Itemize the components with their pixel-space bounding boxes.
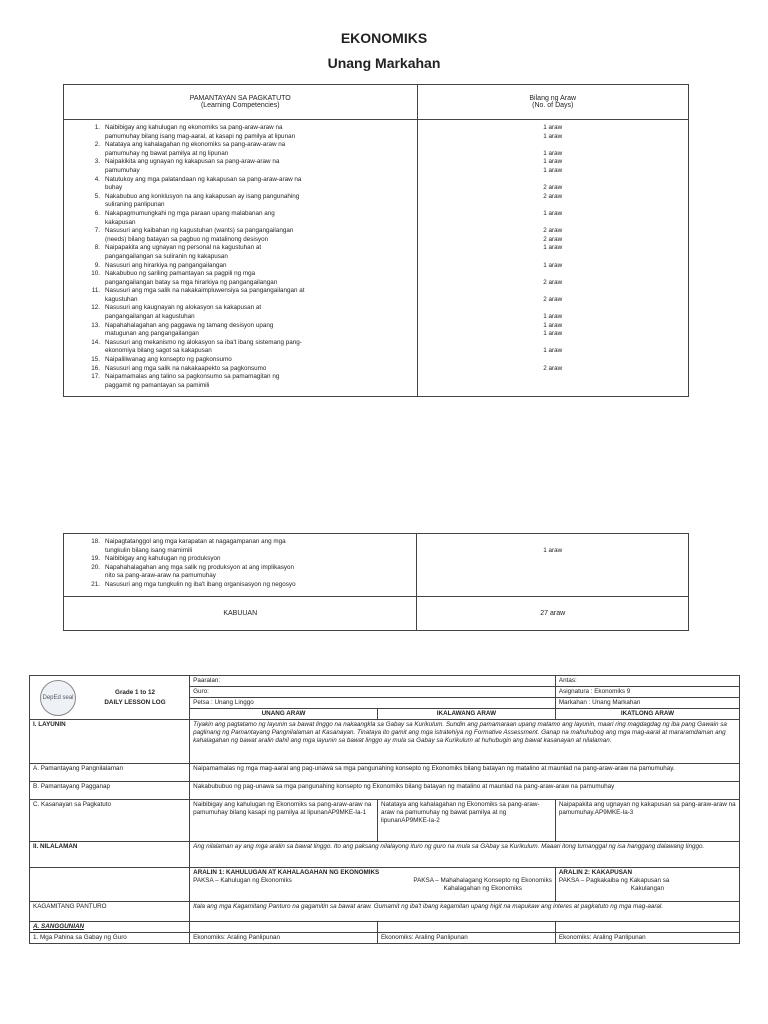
nilalaman-text: Ang nilalaman ay ang mga aralin sa bawat linggo. Ito ang paksang nilalayong ituro ng guro na mula sa GAbay sa Kurikulum. Maaari itong tumanggal ng isa hanggang dalawang linggo. bbox=[190, 842, 740, 868]
competency-text bbox=[105, 356, 413, 365]
competency-number: 5. bbox=[94, 192, 100, 200]
days-value: 1 araw bbox=[543, 132, 563, 140]
competency-item bbox=[70, 176, 413, 193]
competency-number: 14. bbox=[91, 338, 100, 346]
aralin-2-title: ARALIN 2: KAKAPUSAN bbox=[558, 869, 632, 876]
competency-item bbox=[70, 210, 413, 227]
paksa-3-line2: Kakulangan bbox=[630, 885, 665, 892]
competency-number: 8. bbox=[94, 244, 100, 252]
pamantayang-pagganap-label: B. Pamantayang Pagganap bbox=[30, 782, 190, 800]
competency-line: kakapusan bbox=[105, 218, 136, 226]
competency-number: 13. bbox=[91, 321, 100, 329]
pahina-day1: Ekonomiks: Araling Panlipunan bbox=[190, 933, 378, 944]
kasanayan-day2: Natataya ang kahalagahan ng Ekonomiks sa pang-araw-araw na pamumuhay ng bawat pamilya at ng lipunanAP9MKE-Ia-2 bbox=[377, 800, 555, 842]
competency-line: Nasusuri ang mga tungkulin ng iba't ibang organisasyon ng negosyo bbox=[105, 580, 296, 588]
competency-item bbox=[70, 356, 413, 365]
days-value: 1 araw bbox=[543, 244, 563, 252]
deped-seal-icon bbox=[40, 680, 76, 716]
days-value: 2 araw bbox=[543, 295, 563, 303]
competency-text bbox=[105, 555, 412, 564]
competency-item bbox=[70, 124, 413, 141]
competency-number: 3. bbox=[94, 158, 100, 166]
competency-line: pangangailangan sa suliranin ng kakapusan bbox=[105, 252, 228, 260]
sanggunian-day1 bbox=[190, 922, 378, 933]
days-value: 2 araw bbox=[543, 235, 563, 243]
competency-line: Naipakikita ang ugnayan ng kakapusan sa pang-araw-araw na bbox=[105, 158, 280, 166]
days-value: 1 araw bbox=[543, 261, 563, 269]
days-value: 1 araw bbox=[543, 124, 563, 131]
kagamitan-label: KAGAMITANG PANTURO bbox=[30, 902, 190, 922]
days-value: 1 araw bbox=[543, 209, 563, 217]
competency-number: 10. bbox=[91, 270, 100, 278]
competency-item bbox=[70, 555, 412, 564]
days-value bbox=[418, 219, 689, 228]
kasanayan-day1: Naibibigay ang kahulugan ng Ekonomiks sa pang-araw-araw na pamumuhay bilang kasapi ng pamilya at lipunanAP9MKE-Ia-1 bbox=[190, 800, 378, 842]
competency-item bbox=[70, 373, 413, 390]
days-value bbox=[418, 253, 689, 262]
competency-text bbox=[105, 304, 413, 321]
competency-line: Nasusuri ang hirarkiya ng pangangailangan bbox=[105, 261, 227, 269]
petsa-field: Petsa : Unang Linggo bbox=[190, 698, 556, 709]
total-label: KABUUAN bbox=[64, 596, 417, 630]
competency-text bbox=[105, 564, 412, 581]
days-value bbox=[418, 270, 689, 279]
competency-text bbox=[105, 244, 413, 261]
days-value: 1 araw bbox=[543, 158, 563, 166]
paksa-1: PAKSA – Kahulugan ng Ekonomiks bbox=[193, 877, 292, 884]
competency-number: 6. bbox=[94, 209, 100, 217]
competency-number: 20. bbox=[91, 563, 100, 571]
competency-line: Naibibigay ang kahulugan ng produksyon bbox=[105, 555, 221, 563]
competency-line: (needs) bilang batayan sa pagbuo ng matalinong desisyon bbox=[105, 235, 269, 243]
paaralan-field: Paaralan: bbox=[190, 676, 556, 687]
pamantayang-pagganap-text: Nakabububuo ng pag-unawa sa mga pangunahing konsepto ng Ekonomiks bilang batayan ng matalino at maunlad na pang-araw-araw na pamumuhay bbox=[190, 782, 740, 800]
competency-line: Nakapagmumungkahi ng mga paraan upang malabanan ang bbox=[105, 209, 275, 217]
aralin-2-cell bbox=[555, 868, 739, 902]
competency-number: 18. bbox=[91, 538, 100, 545]
competency-line: Napahahalagahan ang mga salik ng produksyon at ang implikasyon bbox=[105, 563, 295, 571]
grade-label: Grade 1 to 12 bbox=[115, 689, 155, 696]
competency-line: Naipapakita ang ugnayan ng personal na kagustuhan at bbox=[105, 244, 262, 252]
competency-line: nito sa pang-araw-araw na pamumuhay bbox=[105, 572, 216, 580]
competency-line: Nasusuri ang kaugnayan ng alokasyon sa kakapusan at bbox=[105, 304, 262, 312]
competency-number: 12. bbox=[91, 304, 100, 312]
competency-line: Nasusuri ang kaibahan ng kagustuhan (wants) sa pangangailangan bbox=[105, 227, 294, 235]
paksa-3: PAKSA – Pagkakaiba ng Kakapusan sa bbox=[558, 877, 670, 884]
days-value bbox=[418, 339, 689, 348]
total-value: 27 araw bbox=[417, 596, 689, 630]
days-value: 1 araw bbox=[543, 546, 563, 554]
competency-item bbox=[70, 270, 413, 287]
days-value bbox=[418, 141, 689, 150]
competency-number: 17. bbox=[91, 373, 100, 381]
competency-text bbox=[105, 176, 413, 193]
competency-text bbox=[105, 373, 413, 390]
days-list bbox=[418, 120, 689, 388]
competency-item bbox=[70, 287, 413, 304]
competency-number: 16. bbox=[91, 364, 100, 372]
competency-text bbox=[105, 270, 413, 287]
competency-text bbox=[105, 193, 413, 210]
day1-header: UNANG ARAW bbox=[190, 709, 378, 720]
days-value: 1 araw bbox=[543, 347, 563, 355]
aralin-1-title: ARALIN 1: KAHULUGAN AT KAHALAGAHAN NG EKONOMIKS bbox=[193, 869, 380, 876]
layunin-text: Tiyakin ang pagtatamo ng layunin sa bawat linggo na nakaangkla sa Gabay sa Kurikulum. Sundin ang pamamaraan upang matamo ang layunin, maari ring magdagdag ng iba pang Gawain sa paglinang ng Pamantayang Pangnilalaman at Kasanayan. Tinataya ito gamit ang mga istratehiya ng Formative Assessment. Ganap na mahuhubog ang mga mag-aaral at mararamdaman ang kahalagahan ng bawat aralin dahil ang mga layunin sa bawat linggo ay mula sa Gabay sa Kurikulum at huhubugin ang bawat kasanayan at nilalaman. bbox=[190, 720, 740, 764]
competency-list bbox=[64, 120, 417, 396]
kasanayan-day3: Naipapakita ang ugnayan ng kakapusan sa pang-araw-araw na pamumuhay.AP9MKE-Ia-3 bbox=[555, 800, 739, 842]
days-value: 1 araw bbox=[543, 330, 563, 338]
competency-line: tungkulin bilang isang mamimili bbox=[105, 546, 193, 554]
pahina-day3: Ekonomiks: Araling Panlipunan bbox=[555, 933, 739, 944]
competency-line: pangangailangan batay sa mga hirarkiya ng pangangailangan bbox=[105, 278, 278, 286]
competency-line: Natutukoy ang mga palatandaan ng kakapusan sa pang-araw-araw na bbox=[105, 175, 302, 183]
competency-line: ekonomiya bilang sagot sa kakapusan bbox=[105, 347, 212, 355]
days-value bbox=[418, 201, 689, 210]
competency-item bbox=[70, 564, 412, 581]
sanggunian-day3 bbox=[555, 922, 739, 933]
log-title: DAILY LESSON LOG bbox=[104, 699, 166, 706]
col1-subheader: (Learning Competencies) bbox=[200, 102, 280, 109]
days-value: 2 araw bbox=[543, 184, 563, 192]
document-title: EKONOMIKS bbox=[340, 30, 428, 46]
days-list bbox=[417, 534, 688, 561]
competency-number: 21. bbox=[91, 580, 100, 588]
competency-text bbox=[105, 365, 413, 374]
day2-header: IKALAWANG ARAW bbox=[377, 709, 555, 720]
days-value bbox=[418, 176, 689, 185]
log-header-title bbox=[90, 688, 180, 708]
competency-item bbox=[70, 262, 413, 271]
competency-text bbox=[105, 158, 413, 175]
col2-subheader: (No. of Days) bbox=[532, 102, 574, 109]
nilalaman-label: II. NILALAMAN bbox=[30, 842, 190, 868]
paksa-2-line2: Kahalagahan ng Ekonomiks bbox=[443, 885, 522, 892]
competency-text bbox=[105, 538, 412, 555]
competency-line: Nasusuri ang mekanismo ng alokasyon sa iba't ibang sistemang pang- bbox=[105, 338, 302, 346]
competency-line: matugunan ang pangangailangan bbox=[105, 330, 199, 338]
competency-number: 2. bbox=[94, 141, 100, 149]
days-value bbox=[417, 538, 688, 547]
days-value: 2 araw bbox=[543, 364, 563, 372]
competency-text bbox=[105, 287, 413, 304]
competency-text bbox=[105, 124, 413, 141]
competency-text bbox=[105, 339, 413, 356]
competency-number: 15. bbox=[91, 356, 100, 364]
aralin-empty-cell bbox=[30, 868, 190, 902]
competency-text bbox=[105, 141, 413, 158]
competency-line: pamumuhay ng bawat pamilya at ng lipunan bbox=[105, 149, 229, 157]
competency-item bbox=[70, 322, 413, 339]
competency-text bbox=[105, 262, 413, 271]
day3-header: IKATLONG ARAW bbox=[555, 709, 739, 720]
competency-text bbox=[105, 322, 413, 339]
pamantayang-pangnilalaman-text: Naipamamalas ng mga mag-aaral ang pag-unawa sa mga pangunahing konsepto ng Ekonomiks bilang batayan ng matalino at maunlad na pang-araw-araw na pamumuhay. bbox=[190, 764, 740, 782]
days-value: 2 araw bbox=[543, 192, 563, 200]
competency-number: 9. bbox=[94, 261, 100, 269]
days-value bbox=[418, 356, 689, 365]
competency-number: 11. bbox=[91, 287, 100, 295]
days-value: 1 araw bbox=[543, 321, 563, 329]
competency-number: 1. bbox=[94, 124, 100, 131]
days-value bbox=[418, 287, 689, 296]
days-value bbox=[418, 373, 689, 382]
competency-line: Naipagtatanggol ang mga karapatan at nagagampanan ang mga bbox=[105, 538, 286, 545]
competency-line: pamumuhay bilang isang mag-aaral, at kasapi ng pamilya at lipunan bbox=[105, 132, 296, 140]
competency-number: 7. bbox=[94, 227, 100, 235]
competencies-table bbox=[63, 84, 689, 397]
competency-line: kagustuhan bbox=[105, 295, 138, 303]
daily-lesson-log bbox=[29, 675, 740, 944]
competency-item bbox=[70, 365, 413, 374]
competency-item bbox=[70, 193, 413, 210]
competency-line: pangangailangan at kagustuhan bbox=[105, 313, 195, 321]
competency-number: 4. bbox=[94, 175, 100, 183]
competency-item bbox=[70, 141, 413, 158]
competency-line: Naibibigay ang kahulugan ng ekonomiks sa pang-araw-araw na bbox=[105, 124, 283, 131]
competency-text bbox=[105, 227, 413, 244]
competency-item bbox=[70, 158, 413, 175]
document-subtitle: Unang Markahan bbox=[327, 55, 441, 71]
kagamitan-text: Itala ang mga Kagamitang Panturo na gagamitin sa bawat araw. Gumamit ng iba't ibang kagamitan upang higit na mapukaw ang interes at pagkatuto ng mga mag-aaral. bbox=[190, 902, 740, 922]
sanggunian-day2 bbox=[377, 922, 555, 933]
aralin-1-cell bbox=[190, 868, 556, 902]
days-value: 1 araw bbox=[543, 149, 563, 157]
asignatura-field: Asignatura : Ekonomiks 9 bbox=[555, 687, 739, 698]
competency-line: Nasusuri ang mga salik na nakakaimpluwensiya sa pangangailangan at bbox=[105, 287, 305, 295]
seal-caption: DepEd seal bbox=[42, 695, 74, 701]
competency-line: Natataya ang kahalagahan ng ekonomiks sa pang-araw-araw na bbox=[105, 141, 286, 149]
competency-line: Naipaliliwanag ang konsepto ng pagkonsumo bbox=[105, 356, 232, 364]
markahan-field: Markahan : Unang Markahan bbox=[555, 698, 739, 709]
competency-item bbox=[70, 304, 413, 321]
antas-field: Antas: bbox=[555, 676, 739, 687]
competency-line: pamumuhay bbox=[105, 166, 140, 174]
days-value bbox=[418, 304, 689, 313]
competency-text bbox=[105, 581, 412, 590]
competency-text bbox=[105, 210, 413, 227]
competency-line: paggamit ng pamantayan sa pamimili bbox=[105, 381, 210, 389]
competencies-header bbox=[64, 85, 418, 120]
pahina-label: 1. Mga Pahina sa Gabay ng Guro bbox=[30, 933, 190, 944]
competency-list bbox=[64, 534, 416, 596]
competency-item bbox=[70, 581, 412, 590]
competency-line: Naipamamalas ang talino sa pagkonsumo sa pamamagitan ng bbox=[105, 373, 280, 381]
kasanayan-label: C. Kasanayan sa Pagkatuto bbox=[30, 800, 190, 842]
pahina-day2: Ekonomiks: Araling Panlipunan bbox=[377, 933, 555, 944]
guro-field: Guro: bbox=[190, 687, 556, 698]
competency-line: Nakabubuo ang konklusyon na ang kakapusan ay isang pangunahing bbox=[105, 192, 300, 200]
competencies-table-continued bbox=[63, 533, 689, 631]
competency-item bbox=[70, 244, 413, 261]
pamantayang-pangnilalaman-label: A. Pamantayang Pangnilalaman bbox=[30, 764, 190, 782]
competency-line: Nakabubuo ng sariling pamantayan sa pagpili ng mga bbox=[105, 270, 256, 278]
competency-item bbox=[70, 339, 413, 356]
layunin-label: I. LAYUNIN bbox=[30, 720, 190, 764]
paksa-2: PAKSA – Mahahalagang Konsepto ng Ekonomiks bbox=[413, 877, 552, 884]
competency-number: 19. bbox=[91, 555, 100, 563]
competency-line: Nasusuri ang mga salik na nakakaapekto sa pagkonsumo bbox=[105, 364, 267, 372]
competency-item bbox=[70, 227, 413, 244]
competency-item bbox=[70, 538, 412, 555]
days-value: 1 araw bbox=[543, 166, 563, 174]
col1-header: PAMANTAYAN SA PAGKATUTO bbox=[189, 95, 291, 102]
col2-header: Bilang ng Araw bbox=[529, 95, 577, 102]
competency-line: Napahahalagahan ang paggawa ng tamang desisyon upang bbox=[105, 321, 274, 329]
days-value: 2 araw bbox=[543, 227, 563, 235]
days-value: 2 araw bbox=[543, 278, 563, 286]
competency-line: suliraning panlipunan bbox=[105, 201, 165, 209]
sanggunian-label: A. SANGGUNIAN bbox=[30, 922, 190, 933]
days-value: 1 araw bbox=[543, 313, 563, 321]
log-header-logo-cell bbox=[30, 676, 190, 720]
days-header bbox=[417, 85, 689, 120]
competency-line: buhay bbox=[105, 184, 123, 192]
